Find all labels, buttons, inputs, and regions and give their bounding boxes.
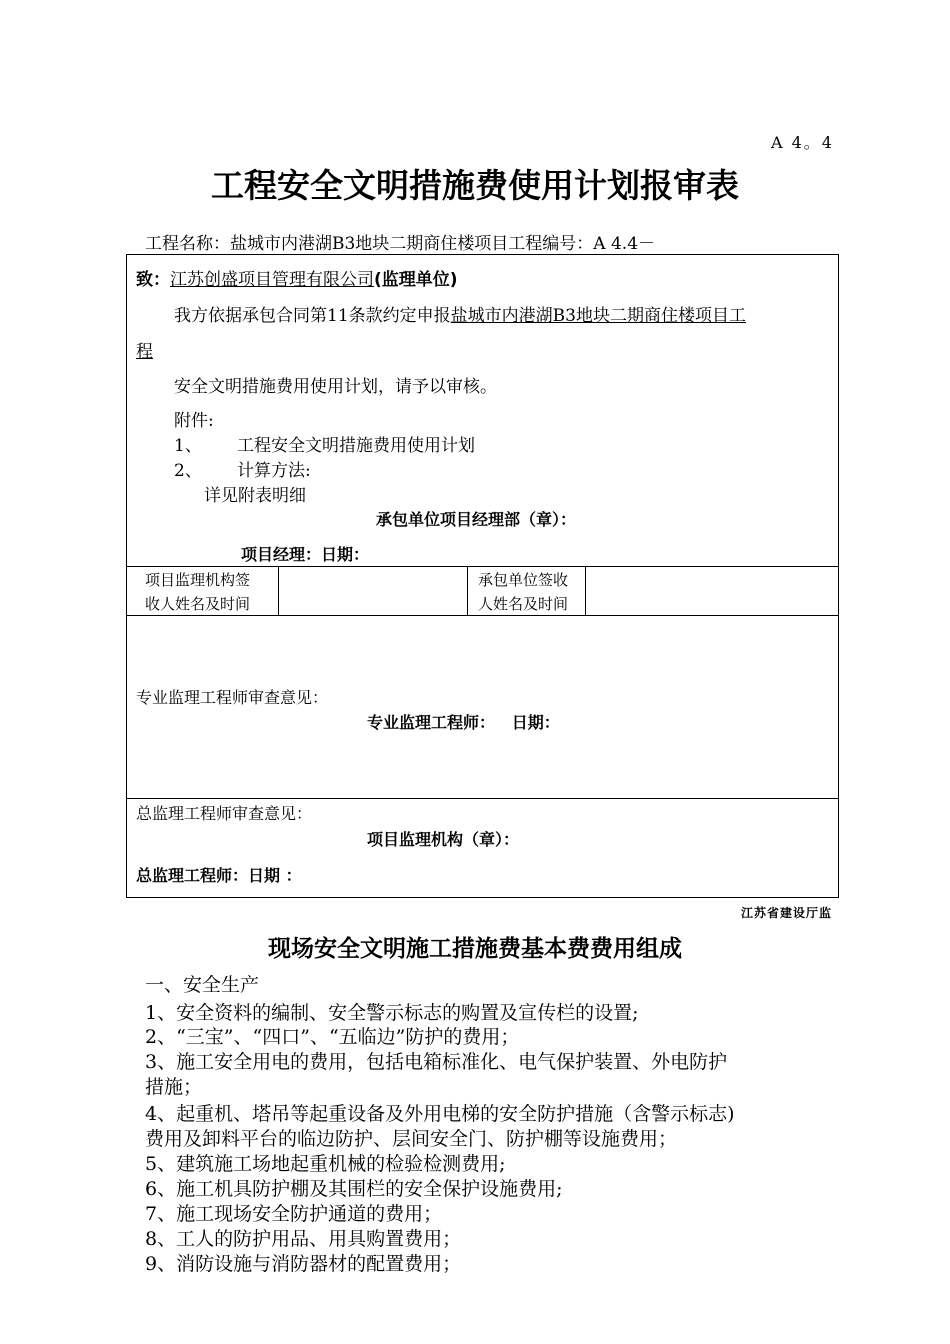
body-line-1	[174, 301, 746, 326]
project-line: 工程名称：盐城市内港湖B3地块二期商住楼项目工程编号：A 4.4－	[145, 234, 656, 254]
col-divider	[585, 566, 586, 615]
list-item: 费用及卸料平台的临边防护、层间安全门、防护棚等设施费用；	[145, 1128, 678, 1150]
attachments-label: 附件:	[174, 411, 214, 431]
supervision-org-seal: 项目监理机构（章）：	[367, 830, 520, 849]
attachment-2-text: 计算方法:	[237, 461, 311, 481]
list-item: 措施；	[145, 1076, 203, 1098]
form-table	[126, 254, 839, 898]
pm-date: 项目经理：日期：	[241, 545, 370, 564]
list-item: 2、“三宝”、“四口”、“五临边”防护的费用；	[145, 1026, 520, 1048]
list-item: 一、安全生产	[145, 974, 260, 996]
list-item: 1、安全资料的编制、安全警示标志的购置及宣传栏的设置;	[145, 1002, 639, 1024]
body-line-3: 安全文明措施费用使用计划，请予以审核。	[174, 377, 497, 397]
supervisor-receipt-label-1: 项目监理机构签	[145, 571, 251, 589]
contractor-receipt-label-1: 承包单位签收	[478, 571, 569, 589]
chief-opinion-label: 总监理工程师审查意见：	[136, 804, 313, 823]
supervisor-receipt-label	[145, 568, 250, 616]
project-name: 盐城市内港湖B3地块二期商住楼项目工	[450, 306, 746, 326]
section-title: 现场安全文明施工措施费基本费费用组成	[268, 935, 682, 962]
row-divider	[127, 566, 838, 567]
list-item: 3、施工安全用电的费用，包括电箱标准化、电气保护装置、外电防护	[145, 1051, 728, 1073]
issuer-note: 江苏省建设厅监	[740, 906, 832, 920]
attachment-1-text: 工程安全文明措施费用使用计划	[237, 436, 475, 456]
col-divider	[467, 566, 468, 615]
form-code: A 4。4	[770, 133, 834, 152]
to-prefix: 致：	[136, 270, 170, 290]
contractor-receipt-label	[478, 568, 568, 616]
col-divider	[278, 566, 279, 615]
chief-signature-date: 总监理工程师：日期 ：	[136, 866, 302, 885]
engineer-opinion-label: 专业监理工程师审查意见：	[136, 688, 329, 707]
attachment-2-num: 2、	[174, 461, 202, 481]
supervisor-receipt-label-2: 收人姓名及时间	[145, 595, 251, 613]
contractor-seal: 承包单位项目经理部（章）：	[376, 510, 577, 529]
row-divider	[127, 798, 838, 799]
engineer-signature-date: 专业监理工程师： 日期：	[367, 713, 560, 732]
list-item: 8、工人的防护用品、用具购置费用；	[145, 1228, 462, 1250]
list-item: 9、消防设施与消防器材的配置费用；	[145, 1253, 462, 1275]
list-item: 6、施工机具防护棚及其围栏的安全保护设施费用;	[145, 1178, 563, 1200]
attachment-1-num: 1、	[174, 436, 202, 456]
list-item: 7、施工现场安全防护通道的费用；	[145, 1203, 443, 1225]
project-name-cont: 程	[136, 342, 153, 362]
contractor-receipt-label-2: 人姓名及时间	[478, 595, 569, 613]
addressee-line	[136, 265, 458, 290]
supervisor-unit-label: (监理单位)	[374, 270, 458, 290]
list-item: 4、起重机、塔吊等起重设备及外用电梯的安全防护措施（含警示标志)	[145, 1103, 735, 1125]
detail-note: 详见附表明细	[204, 486, 306, 506]
supervisor-company: 江苏创盛项目管理有限公司	[170, 270, 374, 290]
contract-text: 我方依据承包合同第11条款约定申报	[174, 306, 451, 326]
list-item: 5、建筑施工场地起重机械的检验检测费用;	[145, 1153, 506, 1175]
page-title: 工程安全文明措施费使用计划报审表	[211, 166, 739, 205]
